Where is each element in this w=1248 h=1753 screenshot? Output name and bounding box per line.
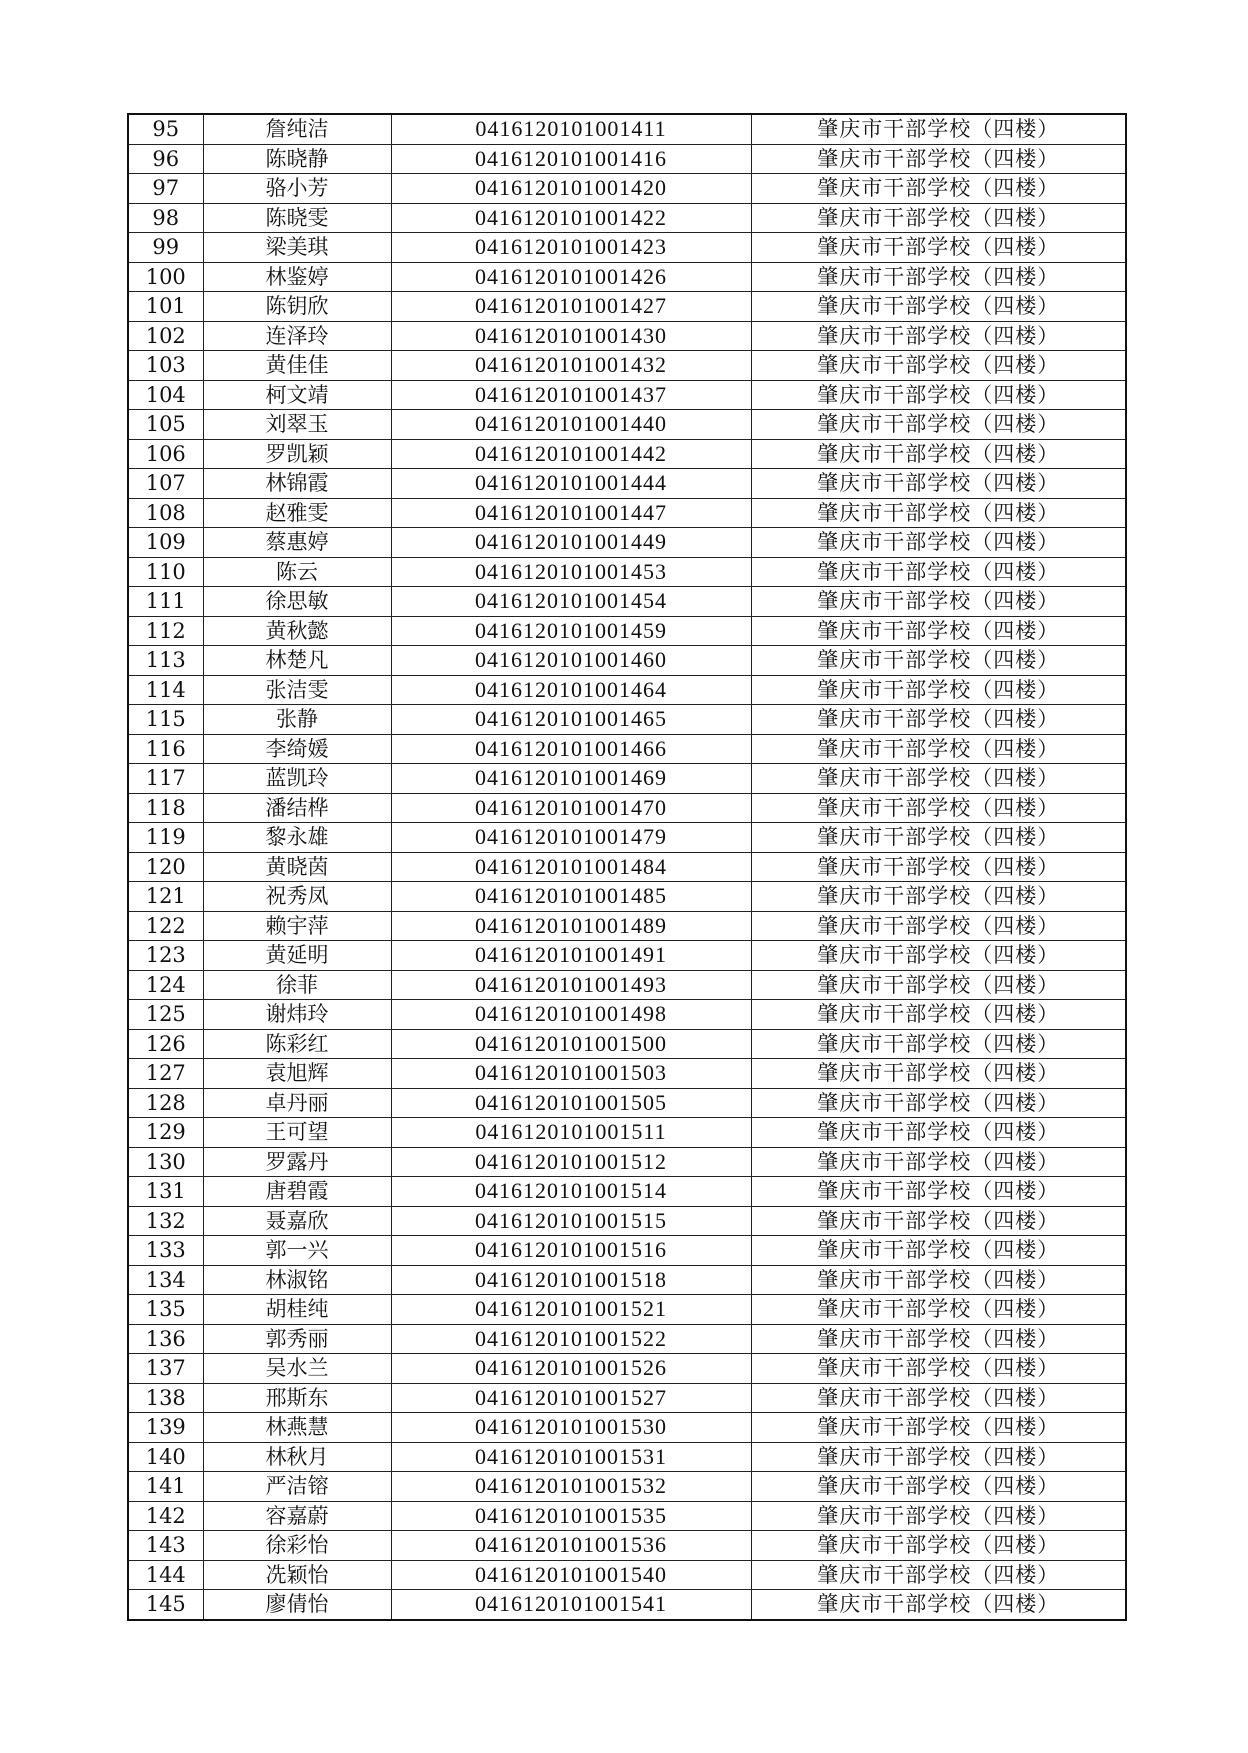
ticket-number: 0416120101001440 xyxy=(391,410,751,440)
exam-location: 肇庆市干部学校（四楼） xyxy=(751,1324,1126,1354)
candidate-name: 祝秀凤 xyxy=(203,882,391,912)
table-row xyxy=(128,705,1126,735)
ticket-number: 0416120101001465 xyxy=(391,705,751,735)
ticket-number: 0416120101001503 xyxy=(391,1059,751,1089)
ticket-number: 0416120101001493 xyxy=(391,970,751,1000)
table-row xyxy=(128,557,1126,587)
table-row xyxy=(128,1029,1126,1059)
table-row xyxy=(128,203,1126,233)
row-number: 131 xyxy=(128,1177,203,1207)
ticket-number: 0416120101001521 xyxy=(391,1295,751,1325)
ticket-number: 0416120101001522 xyxy=(391,1324,751,1354)
exam-location: 肇庆市干部学校（四楼） xyxy=(751,1501,1126,1531)
table-row xyxy=(128,1000,1126,1030)
candidate-name: 冼颖怡 xyxy=(203,1560,391,1590)
table-row xyxy=(128,292,1126,322)
ticket-number: 0416120101001411 xyxy=(391,114,751,144)
exam-location: 肇庆市干部学校（四楼） xyxy=(751,793,1126,823)
row-number: 99 xyxy=(128,233,203,263)
exam-location: 肇庆市干部学校（四楼） xyxy=(751,233,1126,263)
table-row xyxy=(128,1265,1126,1295)
table-row xyxy=(128,410,1126,440)
ticket-number: 0416120101001511 xyxy=(391,1118,751,1148)
table-row xyxy=(128,852,1126,882)
table-row xyxy=(128,1324,1126,1354)
ticket-number: 0416120101001453 xyxy=(391,557,751,587)
exam-location: 肇庆市干部学校（四楼） xyxy=(751,911,1126,941)
row-number: 130 xyxy=(128,1147,203,1177)
candidate-name: 邢斯东 xyxy=(203,1383,391,1413)
table-row xyxy=(128,144,1126,174)
candidate-name: 陈晓雯 xyxy=(203,203,391,233)
table-row xyxy=(128,616,1126,646)
ticket-number: 0416120101001420 xyxy=(391,174,751,204)
ticket-number: 0416120101001423 xyxy=(391,233,751,263)
exam-location: 肇庆市干部学校（四楼） xyxy=(751,734,1126,764)
row-number: 113 xyxy=(128,646,203,676)
row-number: 114 xyxy=(128,675,203,705)
row-number: 107 xyxy=(128,469,203,499)
ticket-number: 0416120101001516 xyxy=(391,1236,751,1266)
exam-location: 肇庆市干部学校（四楼） xyxy=(751,764,1126,794)
table-row xyxy=(128,351,1126,381)
ticket-number: 0416120101001515 xyxy=(391,1206,751,1236)
row-number: 141 xyxy=(128,1472,203,1502)
candidate-name: 林锦霞 xyxy=(203,469,391,499)
table-row xyxy=(128,1177,1126,1207)
ticket-number: 0416120101001526 xyxy=(391,1354,751,1384)
ticket-number: 0416120101001444 xyxy=(391,469,751,499)
exam-location: 肇庆市干部学校（四楼） xyxy=(751,1059,1126,1089)
candidate-name: 黎永雄 xyxy=(203,823,391,853)
table-row xyxy=(128,793,1126,823)
exam-location: 肇庆市干部学校（四楼） xyxy=(751,1383,1126,1413)
exam-location: 肇庆市干部学校（四楼） xyxy=(751,351,1126,381)
candidate-name: 聂嘉欣 xyxy=(203,1206,391,1236)
table-row xyxy=(128,1147,1126,1177)
candidate-table xyxy=(127,113,1127,1621)
exam-location: 肇庆市干部学校（四楼） xyxy=(751,557,1126,587)
candidate-name: 袁旭辉 xyxy=(203,1059,391,1089)
table-row xyxy=(128,321,1126,351)
ticket-number: 0416120101001484 xyxy=(391,852,751,882)
candidate-name: 严洁镕 xyxy=(203,1472,391,1502)
exam-location: 肇庆市干部学校（四楼） xyxy=(751,1472,1126,1502)
exam-location: 肇庆市干部学校（四楼） xyxy=(751,1442,1126,1472)
exam-location: 肇庆市干部学校（四楼） xyxy=(751,1413,1126,1443)
ticket-number: 0416120101001479 xyxy=(391,823,751,853)
table-row xyxy=(128,528,1126,558)
ticket-number: 0416120101001449 xyxy=(391,528,751,558)
exam-location: 肇庆市干部学校（四楼） xyxy=(751,1590,1126,1620)
table-row xyxy=(128,1059,1126,1089)
ticket-number: 0416120101001437 xyxy=(391,380,751,410)
row-number: 137 xyxy=(128,1354,203,1384)
table-row xyxy=(128,1118,1126,1148)
exam-location: 肇庆市干部学校（四楼） xyxy=(751,1147,1126,1177)
candidate-name: 陈钥欣 xyxy=(203,292,391,322)
exam-location: 肇庆市干部学校（四楼） xyxy=(751,439,1126,469)
table-row xyxy=(128,587,1126,617)
row-number: 97 xyxy=(128,174,203,204)
exam-location: 肇庆市干部学校（四楼） xyxy=(751,852,1126,882)
table-row xyxy=(128,970,1126,1000)
row-number: 118 xyxy=(128,793,203,823)
ticket-number: 0416120101001485 xyxy=(391,882,751,912)
table-row xyxy=(128,1442,1126,1472)
candidate-name: 蓝凯玲 xyxy=(203,764,391,794)
exam-location: 肇庆市干部学校（四楼） xyxy=(751,1295,1126,1325)
candidate-name: 蔡惠婷 xyxy=(203,528,391,558)
exam-location: 肇庆市干部学校（四楼） xyxy=(751,1354,1126,1384)
table-row xyxy=(128,1413,1126,1443)
candidate-name: 林鉴婷 xyxy=(203,262,391,292)
exam-location: 肇庆市干部学校（四楼） xyxy=(751,1265,1126,1295)
candidate-name: 黄延明 xyxy=(203,941,391,971)
row-number: 127 xyxy=(128,1059,203,1089)
exam-location: 肇庆市干部学校（四楼） xyxy=(751,1029,1126,1059)
ticket-number: 0416120101001464 xyxy=(391,675,751,705)
table-row xyxy=(128,646,1126,676)
table-row xyxy=(128,439,1126,469)
exam-location: 肇庆市干部学校（四楼） xyxy=(751,498,1126,528)
row-number: 123 xyxy=(128,941,203,971)
exam-location: 肇庆市干部学校（四楼） xyxy=(751,587,1126,617)
row-number: 125 xyxy=(128,1000,203,1030)
exam-location: 肇庆市干部学校（四楼） xyxy=(751,1118,1126,1148)
candidate-name: 胡桂纯 xyxy=(203,1295,391,1325)
candidate-name: 吴水兰 xyxy=(203,1354,391,1384)
candidate-name: 徐菲 xyxy=(203,970,391,1000)
ticket-number: 0416120101001491 xyxy=(391,941,751,971)
candidate-name: 柯文靖 xyxy=(203,380,391,410)
table-row xyxy=(128,1206,1126,1236)
table-row xyxy=(128,764,1126,794)
row-number: 108 xyxy=(128,498,203,528)
candidate-name: 林燕慧 xyxy=(203,1413,391,1443)
candidate-name: 林淑铭 xyxy=(203,1265,391,1295)
row-number: 135 xyxy=(128,1295,203,1325)
row-number: 124 xyxy=(128,970,203,1000)
candidate-name: 黄晓茵 xyxy=(203,852,391,882)
ticket-number: 0416120101001426 xyxy=(391,262,751,292)
table-row xyxy=(128,262,1126,292)
row-number: 143 xyxy=(128,1531,203,1561)
ticket-number: 0416120101001531 xyxy=(391,1442,751,1472)
row-number: 119 xyxy=(128,823,203,853)
row-number: 116 xyxy=(128,734,203,764)
exam-location: 肇庆市干部学校（四楼） xyxy=(751,823,1126,853)
candidate-name: 廖倩怡 xyxy=(203,1590,391,1620)
table-row xyxy=(128,675,1126,705)
table-row xyxy=(128,1295,1126,1325)
candidate-name: 唐碧霞 xyxy=(203,1177,391,1207)
row-number: 121 xyxy=(128,882,203,912)
row-number: 101 xyxy=(128,292,203,322)
exam-location: 肇庆市干部学校（四楼） xyxy=(751,705,1126,735)
row-number: 134 xyxy=(128,1265,203,1295)
candidate-name: 张静 xyxy=(203,705,391,735)
table-row xyxy=(128,498,1126,528)
ticket-number: 0416120101001447 xyxy=(391,498,751,528)
exam-location: 肇庆市干部学校（四楼） xyxy=(751,469,1126,499)
candidate-name: 林楚凡 xyxy=(203,646,391,676)
table-row xyxy=(128,469,1126,499)
ticket-number: 0416120101001541 xyxy=(391,1590,751,1620)
row-number: 98 xyxy=(128,203,203,233)
ticket-number: 0416120101001454 xyxy=(391,587,751,617)
exam-location: 肇庆市干部学校（四楼） xyxy=(751,882,1126,912)
ticket-number: 0416120101001527 xyxy=(391,1383,751,1413)
ticket-number: 0416120101001460 xyxy=(391,646,751,676)
candidate-name: 徐思敏 xyxy=(203,587,391,617)
ticket-number: 0416120101001536 xyxy=(391,1531,751,1561)
ticket-number: 0416120101001540 xyxy=(391,1560,751,1590)
row-number: 106 xyxy=(128,439,203,469)
exam-location: 肇庆市干部学校（四楼） xyxy=(751,114,1126,144)
candidate-name: 詹纯洁 xyxy=(203,114,391,144)
exam-location: 肇庆市干部学校（四楼） xyxy=(751,1177,1126,1207)
candidate-name: 郭一兴 xyxy=(203,1236,391,1266)
ticket-number: 0416120101001505 xyxy=(391,1088,751,1118)
table-row xyxy=(128,1354,1126,1384)
candidate-name: 徐彩怡 xyxy=(203,1531,391,1561)
candidate-name: 陈彩红 xyxy=(203,1029,391,1059)
ticket-number: 0416120101001469 xyxy=(391,764,751,794)
row-number: 115 xyxy=(128,705,203,735)
candidate-name: 黄秋懿 xyxy=(203,616,391,646)
row-number: 103 xyxy=(128,351,203,381)
row-number: 145 xyxy=(128,1590,203,1620)
candidate-name: 赖宇萍 xyxy=(203,911,391,941)
candidate-name: 罗露丹 xyxy=(203,1147,391,1177)
table-row xyxy=(128,174,1126,204)
table-row xyxy=(128,233,1126,263)
candidate-name: 梁美琪 xyxy=(203,233,391,263)
row-number: 133 xyxy=(128,1236,203,1266)
table-row xyxy=(128,380,1126,410)
table-row xyxy=(128,823,1126,853)
ticket-number: 0416120101001500 xyxy=(391,1029,751,1059)
table-row xyxy=(128,911,1126,941)
table-row xyxy=(128,1501,1126,1531)
exam-location: 肇庆市干部学校（四楼） xyxy=(751,292,1126,322)
exam-location: 肇庆市干部学校（四楼） xyxy=(751,321,1126,351)
candidate-name: 张洁雯 xyxy=(203,675,391,705)
ticket-number: 0416120101001512 xyxy=(391,1147,751,1177)
table-row xyxy=(128,1472,1126,1502)
exam-location: 肇庆市干部学校（四楼） xyxy=(751,1531,1126,1561)
row-number: 142 xyxy=(128,1501,203,1531)
ticket-number: 0416120101001470 xyxy=(391,793,751,823)
row-number: 129 xyxy=(128,1118,203,1148)
candidate-name: 潘结桦 xyxy=(203,793,391,823)
table-row xyxy=(128,114,1126,144)
exam-location: 肇庆市干部学校（四楼） xyxy=(751,941,1126,971)
candidate-name: 谢炜玲 xyxy=(203,1000,391,1030)
row-number: 109 xyxy=(128,528,203,558)
table-row xyxy=(128,941,1126,971)
exam-location: 肇庆市干部学校（四楼） xyxy=(751,675,1126,705)
row-number: 96 xyxy=(128,144,203,174)
candidate-name: 黄佳佳 xyxy=(203,351,391,381)
table-row xyxy=(128,1383,1126,1413)
ticket-number: 0416120101001489 xyxy=(391,911,751,941)
row-number: 95 xyxy=(128,114,203,144)
row-number: 102 xyxy=(128,321,203,351)
candidate-name: 罗凯颖 xyxy=(203,439,391,469)
exam-location: 肇庆市干部学校（四楼） xyxy=(751,646,1126,676)
candidate-name: 郭秀丽 xyxy=(203,1324,391,1354)
exam-location: 肇庆市干部学校（四楼） xyxy=(751,1560,1126,1590)
exam-location: 肇庆市干部学校（四楼） xyxy=(751,1088,1126,1118)
ticket-number: 0416120101001466 xyxy=(391,734,751,764)
row-number: 110 xyxy=(128,557,203,587)
ticket-number: 0416120101001432 xyxy=(391,351,751,381)
row-number: 128 xyxy=(128,1088,203,1118)
exam-location: 肇庆市干部学校（四楼） xyxy=(751,174,1126,204)
row-number: 105 xyxy=(128,410,203,440)
candidate-name: 赵雅雯 xyxy=(203,498,391,528)
candidate-table-body xyxy=(128,114,1126,1620)
exam-location: 肇庆市干部学校（四楼） xyxy=(751,262,1126,292)
ticket-number: 0416120101001430 xyxy=(391,321,751,351)
ticket-number: 0416120101001535 xyxy=(391,1501,751,1531)
table-row xyxy=(128,1531,1126,1561)
candidate-name: 陈云 xyxy=(203,557,391,587)
candidate-name: 林秋月 xyxy=(203,1442,391,1472)
ticket-number: 0416120101001459 xyxy=(391,616,751,646)
ticket-number: 0416120101001530 xyxy=(391,1413,751,1443)
ticket-number: 0416120101001442 xyxy=(391,439,751,469)
ticket-number: 0416120101001532 xyxy=(391,1472,751,1502)
table-row xyxy=(128,1236,1126,1266)
exam-location: 肇庆市干部学校（四楼） xyxy=(751,380,1126,410)
row-number: 140 xyxy=(128,1442,203,1472)
row-number: 120 xyxy=(128,852,203,882)
exam-location: 肇庆市干部学校（四楼） xyxy=(751,410,1126,440)
ticket-number: 0416120101001422 xyxy=(391,203,751,233)
row-number: 139 xyxy=(128,1413,203,1443)
table-row xyxy=(128,882,1126,912)
table-row xyxy=(128,1088,1126,1118)
candidate-name: 卓丹丽 xyxy=(203,1088,391,1118)
ticket-number: 0416120101001416 xyxy=(391,144,751,174)
ticket-number: 0416120101001518 xyxy=(391,1265,751,1295)
exam-location: 肇庆市干部学校（四楼） xyxy=(751,144,1126,174)
candidate-name: 连泽玲 xyxy=(203,321,391,351)
exam-location: 肇庆市干部学校（四楼） xyxy=(751,203,1126,233)
row-number: 112 xyxy=(128,616,203,646)
row-number: 100 xyxy=(128,262,203,292)
exam-location: 肇庆市干部学校（四楼） xyxy=(751,1206,1126,1236)
exam-location: 肇庆市干部学校（四楼） xyxy=(751,1236,1126,1266)
row-number: 132 xyxy=(128,1206,203,1236)
candidate-name: 容嘉蔚 xyxy=(203,1501,391,1531)
row-number: 126 xyxy=(128,1029,203,1059)
candidate-name: 骆小芳 xyxy=(203,174,391,204)
candidate-name: 王可望 xyxy=(203,1118,391,1148)
row-number: 136 xyxy=(128,1324,203,1354)
row-number: 144 xyxy=(128,1560,203,1590)
table-row xyxy=(128,1590,1126,1620)
table-row xyxy=(128,734,1126,764)
exam-location: 肇庆市干部学校（四楼） xyxy=(751,970,1126,1000)
row-number: 138 xyxy=(128,1383,203,1413)
exam-location: 肇庆市干部学校（四楼） xyxy=(751,528,1126,558)
row-number: 111 xyxy=(128,587,203,617)
row-number: 117 xyxy=(128,764,203,794)
exam-location: 肇庆市干部学校（四楼） xyxy=(751,1000,1126,1030)
ticket-number: 0416120101001498 xyxy=(391,1000,751,1030)
ticket-number: 0416120101001427 xyxy=(391,292,751,322)
ticket-number: 0416120101001514 xyxy=(391,1177,751,1207)
table-row xyxy=(128,1560,1126,1590)
candidate-name: 李绮媛 xyxy=(203,734,391,764)
candidate-name: 刘翠玉 xyxy=(203,410,391,440)
row-number: 122 xyxy=(128,911,203,941)
row-number: 104 xyxy=(128,380,203,410)
exam-location: 肇庆市干部学校（四楼） xyxy=(751,616,1126,646)
candidate-name: 陈晓静 xyxy=(203,144,391,174)
